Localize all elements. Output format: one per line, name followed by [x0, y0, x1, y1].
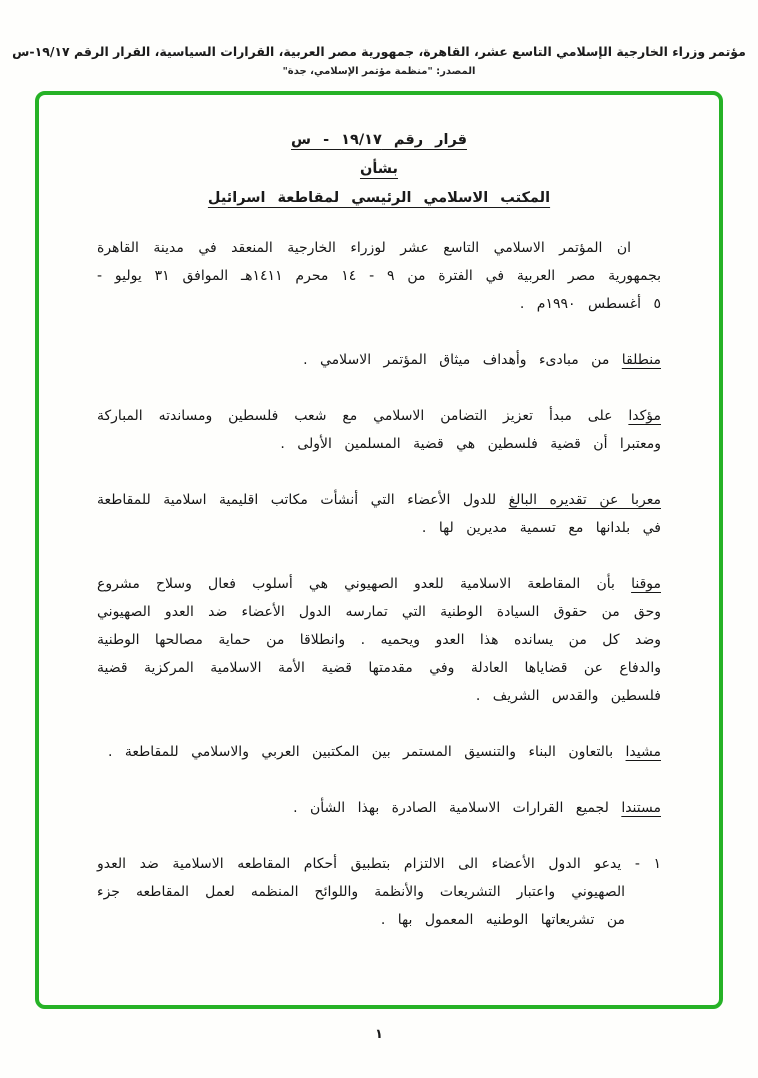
resolution-title-line — [97, 129, 661, 148]
paragraph-lead: مؤكدا — [628, 408, 661, 424]
header-source: المصدر: "منظمة مؤتمر الإسلامي، جدة" — [282, 66, 476, 77]
resolution-subject-line — [97, 187, 661, 206]
paragraph-text: لجميع القرارات الاسلامية الصادرة بهذا الشأن . — [293, 800, 622, 816]
paragraph-clause — [97, 570, 661, 710]
paragraph-lead: معربا عن تقديره البالغ — [508, 492, 661, 508]
paragraph-clause — [97, 738, 661, 766]
paragraph-preamble — [97, 234, 661, 318]
paragraph-clause — [97, 794, 661, 822]
paragraph-clause — [97, 346, 661, 374]
paragraph-lead: مستندا — [621, 800, 661, 816]
title-block — [97, 129, 661, 206]
paragraph-text: للدول الأعضاء التي أنشأت مكاتب اقليمية اسلامية للمقاطعة في بلدانها مع تسمية مديرين لها . — [97, 492, 661, 536]
highlight-frame — [35, 91, 723, 1009]
paragraph-text: ١ - يدعو الدول الأعضاء الى الالتزام بتطبيق أحكام المقاطعه الاسلامية ضد العدو الصهيوني واعتبار التشريعات والأنظمة واللوائح المنظمه لعمل المقاطعه جزء من تشريعاتها الوطنيه المعمول بها . — [97, 856, 661, 928]
paragraph-text: من مبادىء وأهداف ميثاق المؤتمر الاسلامي . — [303, 352, 622, 368]
paragraph-lead: منطلقا — [621, 352, 661, 368]
paragraph-operative-item-1 — [97, 850, 661, 934]
paragraph-text: ان المؤتمر الاسلامي التاسع عشر لوزراء الخارجية المنعقد في مدينة القاهرة بجمهورية مصر العربية في الفترة من ٩ - ١٤ محرم ١٤١١هـ الموافق ٣١ يوليو - ٥ أغسطس ١٩٩٠م . — [97, 240, 662, 312]
resolution-subject: المكتب الاسلامي الرئيسي لمقاطعة اسرائيل — [207, 190, 551, 206]
document-header — [0, 0, 758, 77]
header-citation: مؤتمر وزراء الخارجية الإسلامي التاسع عشر، القاهرة، جمهورية مصر العربية، القرارات السياسية، القرار الرقم ١٩/١٧-س — [12, 44, 746, 59]
page-number: ١ — [375, 1027, 383, 1042]
paragraph-lead: موقنا — [631, 576, 661, 592]
resolution-subtitle-line — [97, 158, 661, 177]
paragraph-text: بالتعاون البناء والتنسيق المستمر بين المكتبين العربي والاسلامي للمقاطعة . — [107, 744, 626, 760]
paragraph-text: على مبدأ تعزيز التضامن الاسلامي مع شعب فلسطين ومساندته المباركة ومعتبرا أن قضية فلسطين هي قضية المسلمين الأولى . — [97, 408, 661, 452]
paragraph-clause — [97, 402, 661, 458]
resolution-title: قرار رقم ١٩/١٧ - س — [291, 132, 467, 148]
document-body — [97, 129, 661, 934]
paragraph-clause — [97, 486, 661, 542]
paragraph-lead: مشيدا — [625, 744, 661, 760]
page-footer — [0, 1027, 758, 1042]
resolution-subtitle: بشأن — [359, 161, 399, 177]
paragraph-text: بأن المقاطعة الاسلامية للعدو الصهيوني هي أسلوب فعال وسلاح مشروع وحق من حقوق السيادة الوطنية التي تمارسه الدول الأعضاء ضد العدو الصهيوني وضد كل من يسانده هذا العدو ويحميه . وانطلاقا من حماية مصالحها الوطنية والدفاع عن قضاياها العادلة وفي مقدمتها قضية الأمة الاسلامية المركزية قضية فلسطين والقدس الشريف . — [97, 576, 661, 704]
